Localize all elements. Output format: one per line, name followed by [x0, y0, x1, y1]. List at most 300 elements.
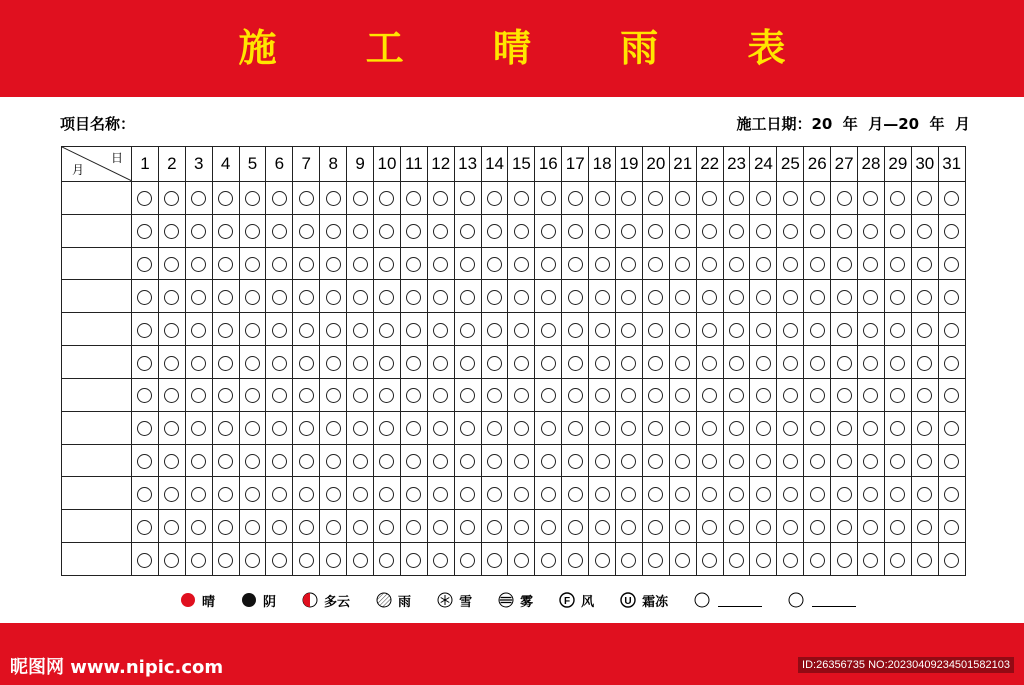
weather-cell[interactable]	[723, 247, 750, 280]
weather-cell[interactable]	[427, 477, 454, 510]
weather-cell[interactable]	[804, 280, 831, 313]
weather-cell[interactable]	[266, 346, 293, 379]
weather-cell[interactable]	[535, 411, 562, 444]
weather-cell[interactable]	[831, 247, 858, 280]
weather-cell[interactable]	[669, 411, 696, 444]
weather-cell[interactable]	[562, 313, 589, 346]
weather-cell[interactable]	[616, 477, 643, 510]
weather-cell[interactable]	[239, 247, 266, 280]
weather-cell[interactable]	[562, 378, 589, 411]
weather-cell[interactable]	[696, 543, 723, 576]
weather-cell[interactable]	[777, 214, 804, 247]
weather-cell[interactable]	[132, 214, 159, 247]
weather-cell[interactable]	[562, 346, 589, 379]
weather-cell[interactable]	[374, 182, 401, 215]
weather-cell[interactable]	[374, 378, 401, 411]
month-cell[interactable]	[62, 346, 132, 379]
weather-cell[interactable]	[508, 247, 535, 280]
weather-cell[interactable]	[266, 510, 293, 543]
weather-cell[interactable]	[266, 378, 293, 411]
weather-cell[interactable]	[266, 182, 293, 215]
weather-cell[interactable]	[804, 543, 831, 576]
weather-cell[interactable]	[347, 280, 374, 313]
weather-cell[interactable]	[938, 247, 965, 280]
weather-cell[interactable]	[454, 280, 481, 313]
weather-cell[interactable]	[239, 346, 266, 379]
weather-cell[interactable]	[616, 313, 643, 346]
weather-cell[interactable]	[454, 510, 481, 543]
weather-cell[interactable]	[535, 214, 562, 247]
weather-cell[interactable]	[669, 346, 696, 379]
weather-cell[interactable]	[508, 477, 535, 510]
weather-cell[interactable]	[589, 378, 616, 411]
weather-cell[interactable]	[400, 346, 427, 379]
weather-cell[interactable]	[562, 477, 589, 510]
weather-cell[interactable]	[239, 411, 266, 444]
weather-cell[interactable]	[669, 477, 696, 510]
weather-cell[interactable]	[239, 477, 266, 510]
weather-cell[interactable]	[750, 247, 777, 280]
weather-cell[interactable]	[158, 313, 185, 346]
weather-cell[interactable]	[562, 280, 589, 313]
weather-cell[interactable]	[320, 280, 347, 313]
weather-cell[interactable]	[239, 444, 266, 477]
weather-cell[interactable]	[347, 444, 374, 477]
weather-cell[interactable]	[777, 346, 804, 379]
weather-cell[interactable]	[938, 313, 965, 346]
weather-cell[interactable]	[266, 477, 293, 510]
weather-cell[interactable]	[427, 182, 454, 215]
legend-blank-line[interactable]	[718, 594, 762, 607]
weather-cell[interactable]	[212, 378, 239, 411]
weather-cell[interactable]	[589, 247, 616, 280]
weather-cell[interactable]	[132, 182, 159, 215]
weather-cell[interactable]	[266, 214, 293, 247]
weather-cell[interactable]	[374, 543, 401, 576]
weather-cell[interactable]	[185, 444, 212, 477]
weather-cell[interactable]	[884, 247, 911, 280]
weather-cell[interactable]	[266, 543, 293, 576]
month-cell[interactable]	[62, 313, 132, 346]
weather-cell[interactable]	[562, 411, 589, 444]
weather-cell[interactable]	[831, 411, 858, 444]
weather-cell[interactable]	[212, 313, 239, 346]
weather-cell[interactable]	[400, 280, 427, 313]
weather-cell[interactable]	[884, 543, 911, 576]
weather-cell[interactable]	[481, 510, 508, 543]
weather-cell[interactable]	[938, 346, 965, 379]
weather-cell[interactable]	[374, 313, 401, 346]
weather-cell[interactable]	[293, 378, 320, 411]
weather-cell[interactable]	[642, 214, 669, 247]
weather-cell[interactable]	[911, 346, 938, 379]
weather-cell[interactable]	[535, 280, 562, 313]
weather-cell[interactable]	[239, 510, 266, 543]
weather-cell[interactable]	[293, 477, 320, 510]
weather-cell[interactable]	[616, 444, 643, 477]
weather-cell[interactable]	[400, 477, 427, 510]
weather-cell[interactable]	[750, 411, 777, 444]
weather-cell[interactable]	[831, 313, 858, 346]
weather-cell[interactable]	[185, 477, 212, 510]
weather-cell[interactable]	[374, 247, 401, 280]
weather-cell[interactable]	[427, 313, 454, 346]
weather-cell[interactable]	[696, 313, 723, 346]
weather-cell[interactable]	[804, 510, 831, 543]
weather-cell[interactable]	[185, 378, 212, 411]
weather-cell[interactable]	[669, 444, 696, 477]
month-cell[interactable]	[62, 411, 132, 444]
weather-cell[interactable]	[589, 313, 616, 346]
weather-cell[interactable]	[589, 543, 616, 576]
month-cell[interactable]	[62, 444, 132, 477]
weather-cell[interactable]	[266, 280, 293, 313]
weather-cell[interactable]	[535, 477, 562, 510]
weather-cell[interactable]	[777, 411, 804, 444]
weather-cell[interactable]	[669, 543, 696, 576]
weather-cell[interactable]	[911, 477, 938, 510]
weather-cell[interactable]	[427, 510, 454, 543]
month-cell[interactable]	[62, 214, 132, 247]
weather-cell[interactable]	[669, 510, 696, 543]
weather-cell[interactable]	[185, 280, 212, 313]
weather-cell[interactable]	[804, 313, 831, 346]
weather-cell[interactable]	[642, 411, 669, 444]
weather-cell[interactable]	[347, 214, 374, 247]
weather-cell[interactable]	[723, 346, 750, 379]
weather-cell[interactable]	[132, 313, 159, 346]
weather-cell[interactable]	[884, 444, 911, 477]
weather-cell[interactable]	[642, 346, 669, 379]
weather-cell[interactable]	[347, 411, 374, 444]
weather-cell[interactable]	[858, 214, 885, 247]
weather-cell[interactable]	[158, 510, 185, 543]
weather-cell[interactable]	[642, 510, 669, 543]
weather-cell[interactable]	[562, 543, 589, 576]
weather-cell[interactable]	[158, 477, 185, 510]
weather-cell[interactable]	[508, 182, 535, 215]
weather-cell[interactable]	[938, 214, 965, 247]
weather-cell[interactable]	[858, 477, 885, 510]
weather-cell[interactable]	[911, 182, 938, 215]
weather-cell[interactable]	[750, 378, 777, 411]
weather-cell[interactable]	[858, 280, 885, 313]
weather-cell[interactable]	[723, 411, 750, 444]
weather-cell[interactable]	[185, 313, 212, 346]
weather-cell[interactable]	[185, 247, 212, 280]
weather-cell[interactable]	[562, 247, 589, 280]
weather-cell[interactable]	[858, 543, 885, 576]
weather-cell[interactable]	[589, 444, 616, 477]
weather-cell[interactable]	[132, 247, 159, 280]
weather-cell[interactable]	[158, 543, 185, 576]
weather-cell[interactable]	[239, 313, 266, 346]
weather-cell[interactable]	[696, 346, 723, 379]
weather-cell[interactable]	[696, 477, 723, 510]
weather-cell[interactable]	[911, 510, 938, 543]
weather-cell[interactable]	[347, 477, 374, 510]
weather-cell[interactable]	[481, 411, 508, 444]
weather-cell[interactable]	[212, 510, 239, 543]
weather-cell[interactable]	[212, 346, 239, 379]
weather-cell[interactable]	[347, 182, 374, 215]
weather-cell[interactable]	[293, 510, 320, 543]
weather-cell[interactable]	[884, 182, 911, 215]
weather-cell[interactable]	[831, 543, 858, 576]
weather-cell[interactable]	[212, 280, 239, 313]
weather-cell[interactable]	[589, 214, 616, 247]
weather-cell[interactable]	[831, 346, 858, 379]
weather-cell[interactable]	[858, 444, 885, 477]
weather-cell[interactable]	[535, 247, 562, 280]
weather-cell[interactable]	[723, 543, 750, 576]
weather-cell[interactable]	[293, 543, 320, 576]
weather-cell[interactable]	[589, 510, 616, 543]
weather-cell[interactable]	[185, 214, 212, 247]
weather-cell[interactable]	[158, 444, 185, 477]
month-cell[interactable]	[62, 510, 132, 543]
weather-cell[interactable]	[454, 346, 481, 379]
weather-cell[interactable]	[293, 214, 320, 247]
weather-cell[interactable]	[616, 510, 643, 543]
weather-cell[interactable]	[239, 182, 266, 215]
weather-cell[interactable]	[320, 378, 347, 411]
weather-cell[interactable]	[535, 313, 562, 346]
weather-cell[interactable]	[239, 280, 266, 313]
weather-cell[interactable]	[911, 247, 938, 280]
weather-cell[interactable]	[858, 346, 885, 379]
weather-cell[interactable]	[347, 247, 374, 280]
weather-cell[interactable]	[535, 346, 562, 379]
weather-cell[interactable]	[508, 214, 535, 247]
weather-cell[interactable]	[508, 510, 535, 543]
weather-cell[interactable]	[911, 543, 938, 576]
weather-cell[interactable]	[185, 543, 212, 576]
weather-cell[interactable]	[723, 444, 750, 477]
weather-cell[interactable]	[481, 247, 508, 280]
weather-cell[interactable]	[804, 444, 831, 477]
weather-cell[interactable]	[535, 510, 562, 543]
weather-cell[interactable]	[696, 182, 723, 215]
weather-cell[interactable]	[750, 510, 777, 543]
weather-cell[interactable]	[185, 182, 212, 215]
month-cell[interactable]	[62, 543, 132, 576]
weather-cell[interactable]	[132, 477, 159, 510]
weather-cell[interactable]	[454, 247, 481, 280]
weather-cell[interactable]	[481, 543, 508, 576]
weather-cell[interactable]	[535, 378, 562, 411]
weather-cell[interactable]	[320, 444, 347, 477]
weather-cell[interactable]	[158, 247, 185, 280]
weather-cell[interactable]	[696, 510, 723, 543]
weather-cell[interactable]	[481, 444, 508, 477]
weather-cell[interactable]	[481, 378, 508, 411]
weather-cell[interactable]	[132, 280, 159, 313]
weather-cell[interactable]	[212, 411, 239, 444]
weather-cell[interactable]	[347, 313, 374, 346]
weather-cell[interactable]	[938, 510, 965, 543]
weather-cell[interactable]	[642, 378, 669, 411]
weather-cell[interactable]	[132, 378, 159, 411]
weather-cell[interactable]	[427, 280, 454, 313]
weather-cell[interactable]	[454, 182, 481, 215]
weather-cell[interactable]	[293, 182, 320, 215]
weather-cell[interactable]	[347, 510, 374, 543]
weather-cell[interactable]	[132, 543, 159, 576]
weather-cell[interactable]	[750, 280, 777, 313]
weather-cell[interactable]	[777, 182, 804, 215]
month-cell[interactable]	[62, 182, 132, 215]
weather-cell[interactable]	[642, 477, 669, 510]
weather-cell[interactable]	[884, 378, 911, 411]
weather-cell[interactable]	[562, 182, 589, 215]
weather-cell[interactable]	[454, 411, 481, 444]
weather-cell[interactable]	[589, 346, 616, 379]
weather-cell[interactable]	[723, 477, 750, 510]
weather-cell[interactable]	[400, 247, 427, 280]
weather-cell[interactable]	[911, 411, 938, 444]
weather-cell[interactable]	[589, 280, 616, 313]
month-cell[interactable]	[62, 477, 132, 510]
weather-cell[interactable]	[158, 378, 185, 411]
weather-cell[interactable]	[831, 477, 858, 510]
weather-cell[interactable]	[293, 280, 320, 313]
weather-cell[interactable]	[750, 543, 777, 576]
weather-cell[interactable]	[454, 543, 481, 576]
weather-cell[interactable]	[508, 444, 535, 477]
weather-cell[interactable]	[400, 411, 427, 444]
weather-cell[interactable]	[454, 378, 481, 411]
weather-cell[interactable]	[831, 182, 858, 215]
weather-cell[interactable]	[400, 214, 427, 247]
weather-cell[interactable]	[427, 346, 454, 379]
weather-cell[interactable]	[347, 346, 374, 379]
weather-cell[interactable]	[212, 543, 239, 576]
weather-cell[interactable]	[589, 182, 616, 215]
weather-cell[interactable]	[938, 378, 965, 411]
weather-cell[interactable]	[266, 411, 293, 444]
weather-cell[interactable]	[938, 411, 965, 444]
weather-cell[interactable]	[723, 182, 750, 215]
weather-cell[interactable]	[642, 280, 669, 313]
weather-cell[interactable]	[777, 543, 804, 576]
weather-cell[interactable]	[696, 214, 723, 247]
weather-cell[interactable]	[239, 543, 266, 576]
weather-cell[interactable]	[669, 280, 696, 313]
weather-cell[interactable]	[239, 378, 266, 411]
weather-cell[interactable]	[616, 214, 643, 247]
weather-cell[interactable]	[427, 411, 454, 444]
weather-cell[interactable]	[884, 346, 911, 379]
weather-cell[interactable]	[642, 247, 669, 280]
weather-cell[interactable]	[158, 280, 185, 313]
month-cell[interactable]	[62, 280, 132, 313]
weather-cell[interactable]	[938, 280, 965, 313]
weather-cell[interactable]	[481, 313, 508, 346]
weather-cell[interactable]	[293, 346, 320, 379]
weather-cell[interactable]	[427, 444, 454, 477]
weather-cell[interactable]	[454, 313, 481, 346]
weather-cell[interactable]	[212, 444, 239, 477]
weather-cell[interactable]	[723, 510, 750, 543]
weather-cell[interactable]	[374, 214, 401, 247]
weather-cell[interactable]	[804, 346, 831, 379]
weather-cell[interactable]	[884, 411, 911, 444]
weather-cell[interactable]	[777, 510, 804, 543]
weather-cell[interactable]	[293, 313, 320, 346]
weather-cell[interactable]	[616, 543, 643, 576]
weather-cell[interactable]	[293, 247, 320, 280]
weather-cell[interactable]	[212, 477, 239, 510]
weather-cell[interactable]	[427, 378, 454, 411]
weather-cell[interactable]	[911, 280, 938, 313]
weather-cell[interactable]	[884, 214, 911, 247]
weather-cell[interactable]	[616, 378, 643, 411]
weather-cell[interactable]	[320, 411, 347, 444]
weather-cell[interactable]	[400, 378, 427, 411]
weather-cell[interactable]	[750, 444, 777, 477]
weather-cell[interactable]	[669, 247, 696, 280]
weather-cell[interactable]	[132, 444, 159, 477]
weather-cell[interactable]	[750, 477, 777, 510]
weather-cell[interactable]	[642, 313, 669, 346]
weather-cell[interactable]	[750, 313, 777, 346]
weather-cell[interactable]	[320, 247, 347, 280]
weather-cell[interactable]	[669, 214, 696, 247]
weather-cell[interactable]	[777, 280, 804, 313]
weather-cell[interactable]	[400, 182, 427, 215]
weather-cell[interactable]	[938, 444, 965, 477]
weather-cell[interactable]	[158, 182, 185, 215]
weather-cell[interactable]	[911, 378, 938, 411]
weather-cell[interactable]	[508, 543, 535, 576]
weather-cell[interactable]	[696, 444, 723, 477]
weather-cell[interactable]	[696, 411, 723, 444]
weather-cell[interactable]	[400, 510, 427, 543]
weather-cell[interactable]	[831, 378, 858, 411]
weather-cell[interactable]	[320, 313, 347, 346]
weather-cell[interactable]	[374, 510, 401, 543]
weather-cell[interactable]	[723, 214, 750, 247]
weather-cell[interactable]	[562, 444, 589, 477]
weather-cell[interactable]	[911, 313, 938, 346]
weather-cell[interactable]	[158, 411, 185, 444]
weather-cell[interactable]	[696, 247, 723, 280]
legend-blank-line[interactable]	[812, 594, 856, 607]
weather-cell[interactable]	[562, 510, 589, 543]
weather-cell[interactable]	[132, 510, 159, 543]
weather-cell[interactable]	[158, 346, 185, 379]
weather-cell[interactable]	[427, 543, 454, 576]
weather-cell[interactable]	[723, 378, 750, 411]
weather-cell[interactable]	[212, 247, 239, 280]
weather-cell[interactable]	[185, 411, 212, 444]
weather-cell[interactable]	[723, 280, 750, 313]
weather-cell[interactable]	[374, 346, 401, 379]
weather-cell[interactable]	[696, 378, 723, 411]
weather-cell[interactable]	[884, 477, 911, 510]
weather-cell[interactable]	[884, 510, 911, 543]
month-cell[interactable]	[62, 378, 132, 411]
weather-cell[interactable]	[481, 280, 508, 313]
weather-cell[interactable]	[454, 444, 481, 477]
weather-cell[interactable]	[831, 214, 858, 247]
weather-cell[interactable]	[804, 182, 831, 215]
weather-cell[interactable]	[400, 313, 427, 346]
weather-cell[interactable]	[400, 543, 427, 576]
weather-cell[interactable]	[427, 214, 454, 247]
weather-cell[interactable]	[293, 444, 320, 477]
